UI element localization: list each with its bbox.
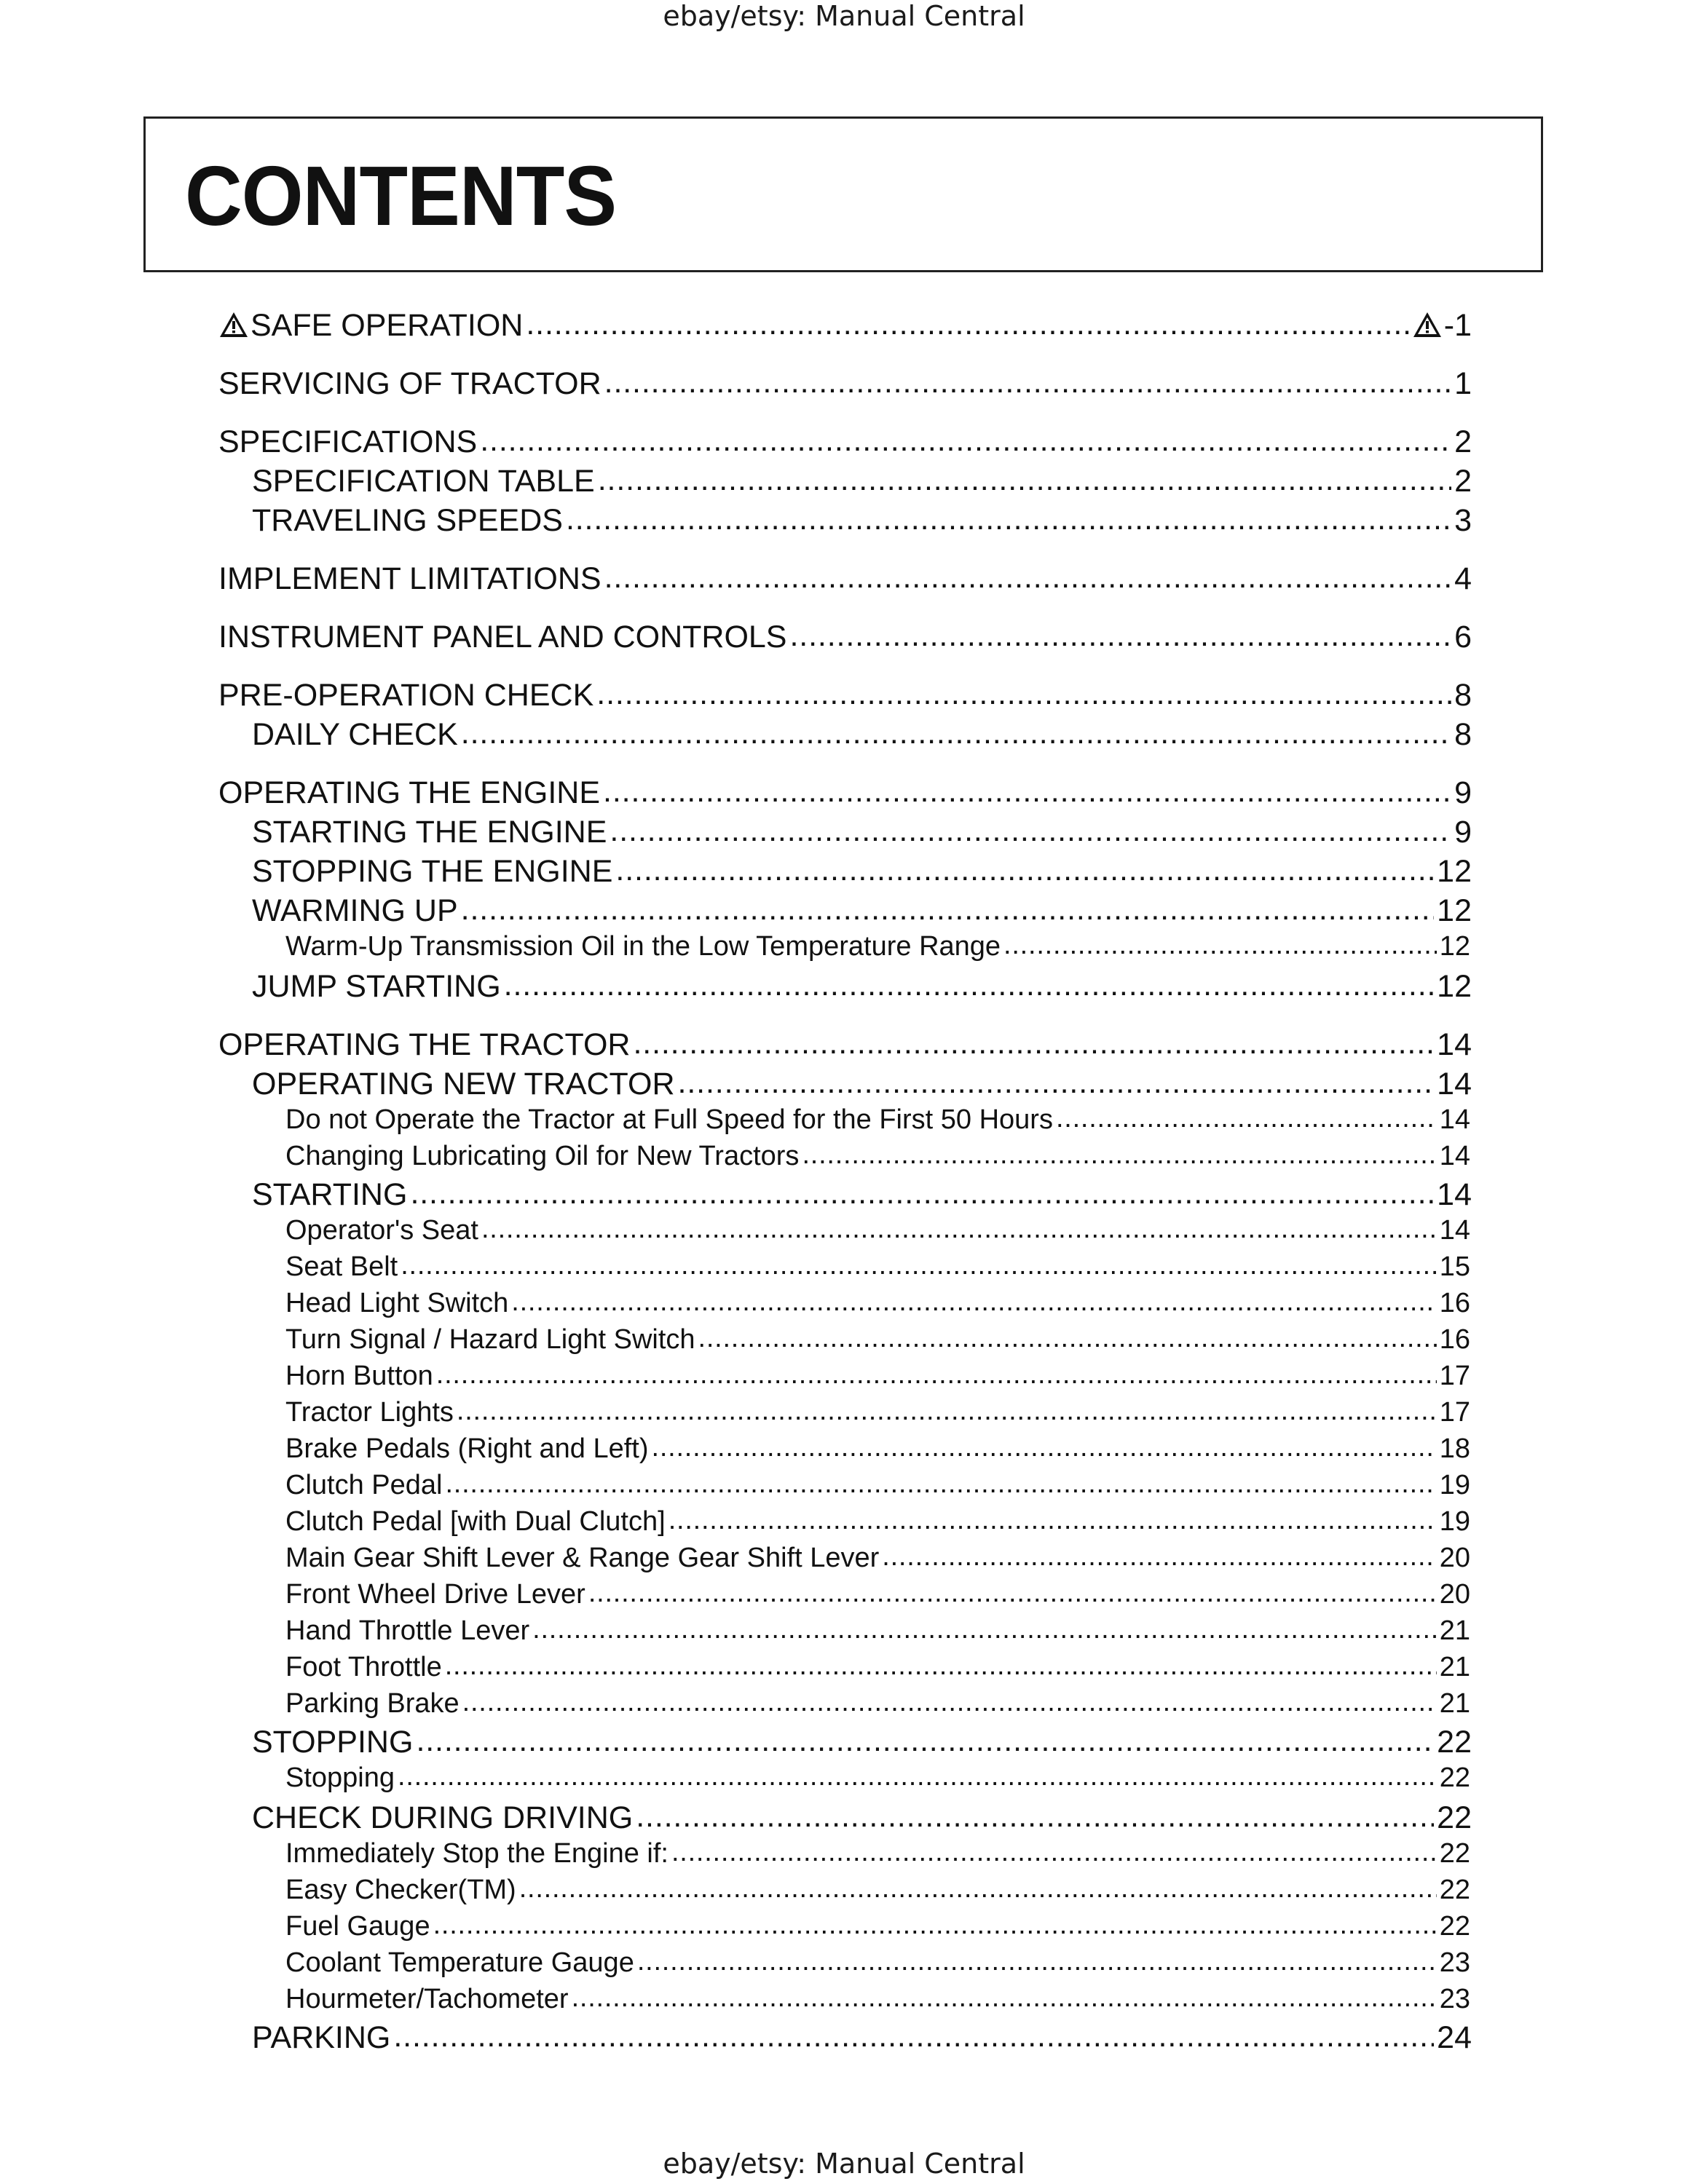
toc-entry-page — [1440, 1324, 1470, 1356]
toc-entry-page — [1437, 893, 1472, 929]
toc-entry-label-text: Clutch Pedal — [285, 1470, 443, 1500]
toc-entry[interactable] — [218, 616, 1472, 655]
warning-triangle-icon — [218, 311, 249, 339]
toc-dot-leader — [566, 499, 1451, 531]
toc-dot-leader — [572, 1980, 1437, 2008]
toc-entry-page — [1440, 1361, 1470, 1392]
toc-entry-label-text: Seat Belt — [285, 1251, 398, 1282]
toc-entry-page-number: 8 — [1454, 678, 1472, 713]
toc-entry[interactable] — [285, 1321, 1470, 1356]
toc-entry-page-number: 22 — [1437, 1725, 1472, 1760]
toc-entry-page — [1440, 1397, 1470, 1428]
toc-entry-page-number: 17 — [1439, 1361, 1470, 1391]
toc-entry-page-number: 2 — [1454, 424, 1472, 459]
toc-entry-page — [1437, 2020, 1472, 2056]
toc-entry-page — [1437, 854, 1472, 890]
toc-entry-page-number: 23 — [1439, 1984, 1470, 2014]
toc-entry[interactable] — [285, 927, 1470, 962]
toc-entry-label — [252, 969, 501, 1005]
toc-entry-label — [252, 815, 607, 850]
toc-entry-page-number: 9 — [1454, 815, 1472, 850]
toc-entry-label-text: OPERATING THE TRACTOR — [218, 1027, 631, 1062]
toc-entry-label-text: Hourmeter/Tachometer — [285, 1984, 569, 2014]
toc-entry-label — [285, 1543, 879, 1574]
toc-entry[interactable] — [218, 363, 1472, 402]
toc-entry-page-number: 22 — [1439, 1875, 1470, 1905]
toc-dot-leader — [588, 1575, 1437, 1603]
toc-dot-leader — [410, 1174, 1434, 1205]
toc-entry-page — [1440, 1433, 1470, 1465]
toc-entry-page-number: 18 — [1439, 1433, 1470, 1464]
toc-entry-label — [285, 1288, 508, 1319]
toc-entry-page-number: 1 — [1454, 366, 1472, 401]
toc-entry[interactable] — [252, 811, 1472, 850]
toc-entry-page-number: 12 — [1437, 854, 1472, 889]
toc-dot-leader — [596, 674, 1451, 705]
toc-entry-label — [285, 1506, 666, 1538]
toc-entry-label — [285, 1984, 569, 2015]
toc-entry-page-number: 12 — [1439, 931, 1470, 962]
toc-entry-page-number: 4 — [1454, 561, 1472, 596]
toc-entry-label — [252, 1800, 633, 1836]
toc-entry-label-text: Warm-Up Transmission Oil in the Low Temperature Range — [285, 931, 1001, 962]
toc-entry-page — [1437, 1800, 1472, 1836]
toc-entry[interactable] — [285, 1284, 1470, 1319]
toc-entry-page — [1454, 561, 1472, 597]
toc-entry-page — [1440, 1984, 1470, 2015]
toc-entry[interactable] — [252, 499, 1472, 539]
toc-dot-leader — [401, 1248, 1437, 1275]
toc-entry-page-number: 2 — [1454, 464, 1472, 499]
toc-entry-label-text: INSTRUMENT PANEL AND CONTROLS — [218, 620, 787, 654]
toc-entry-label — [285, 1361, 433, 1392]
toc-entry-page — [1454, 678, 1472, 713]
toc-entry-label-text: PARKING — [252, 2020, 391, 2055]
toc-dot-leader — [790, 616, 1452, 647]
toc-entry[interactable] — [218, 674, 1472, 713]
toc-entry-label-text: SPECIFICATIONS — [218, 424, 478, 459]
toc-dot-leader — [610, 811, 1451, 842]
toc-dot-leader — [698, 1321, 1437, 1348]
toc-entry-label — [285, 1433, 649, 1465]
toc-dot-leader — [457, 1393, 1437, 1421]
toc-entry-label — [218, 308, 523, 344]
toc-entry-page-number: 16 — [1439, 1324, 1470, 1355]
toc-entry-label — [252, 464, 595, 499]
toc-entry[interactable] — [285, 1539, 1470, 1574]
toc-dot-leader — [445, 1648, 1437, 1676]
toc-dot-leader — [511, 1284, 1436, 1312]
watermark-bottom: ebay/etsy: Manual Central — [663, 2148, 1025, 2180]
toc-entry-label-text: STARTING — [252, 1177, 408, 1212]
page-title: CONTENTS — [185, 149, 617, 243]
toc-entry[interactable] — [285, 1430, 1470, 1465]
toc-entry-page-number: 14 — [1439, 1215, 1470, 1246]
toc-entry-label — [285, 1141, 799, 1172]
toc-entry[interactable] — [252, 2017, 1472, 2056]
toc-entry-label — [285, 1838, 669, 1870]
toc-entry[interactable] — [218, 772, 1472, 811]
toc-entry-label-text: STARTING THE ENGINE — [252, 815, 607, 850]
toc-entry-label-text: Do not Operate the Tractor at Full Speed for the First 50 Hours — [285, 1104, 1053, 1135]
toc-entry-page — [1437, 1027, 1472, 1063]
toc-entry-label — [218, 1027, 630, 1063]
toc-entry-page — [1440, 1911, 1470, 1942]
toc-entry[interactable] — [285, 1944, 1470, 1979]
toc-entry[interactable] — [252, 1797, 1472, 1836]
toc-entry-label-text: SERVICING OF TRACTOR — [218, 366, 602, 401]
toc-entry-page-number: 16 — [1439, 1288, 1470, 1318]
toc-entry-page-number: 20 — [1439, 1579, 1470, 1610]
toc-dot-leader — [436, 1357, 1437, 1385]
toc-entry[interactable] — [218, 558, 1472, 597]
toc-entry-page — [1454, 464, 1472, 499]
toc-entry-label — [252, 2020, 390, 2056]
toc-entry-label — [285, 1762, 395, 1794]
toc-dot-leader — [678, 1063, 1435, 1094]
toc-entry-page-number: 17 — [1439, 1397, 1470, 1428]
toc-entry-page-number: 15 — [1439, 1251, 1470, 1282]
toc-entry-label-text: Front Wheel Drive Lever — [285, 1579, 585, 1610]
toc-entry-label-text: Turn Signal / Hazard Light Switch — [285, 1324, 695, 1355]
toc-entry-label — [285, 1104, 1053, 1136]
toc-dot-leader — [445, 1466, 1436, 1494]
toc-entry-page-number: 22 — [1439, 1762, 1470, 1793]
toc-dot-leader — [604, 363, 1451, 394]
toc-entry-page — [1454, 717, 1472, 753]
toc-entry-label-text: DAILY CHECK — [252, 717, 458, 752]
toc-entry-label — [285, 1579, 585, 1610]
toc-entry-label — [285, 1947, 634, 1979]
toc-entry-label — [252, 1725, 413, 1760]
toc-entry-label-text: Stopping — [285, 1762, 395, 1793]
toc-entry[interactable] — [252, 460, 1472, 499]
toc-entry[interactable] — [252, 1174, 1472, 1213]
toc-entry[interactable] — [285, 1466, 1470, 1501]
toc-entry[interactable] — [252, 713, 1472, 753]
toc-entry-page-number: -1 — [1443, 308, 1472, 343]
toc-entry-label-text: TRAVELING SPEEDS — [252, 503, 563, 538]
toc-entry-page — [1440, 1615, 1470, 1647]
toc-dot-leader — [480, 421, 1451, 452]
toc-entry-page — [1440, 1506, 1470, 1538]
toc-dot-leader — [671, 1835, 1437, 1862]
toc-entry[interactable] — [252, 1063, 1472, 1102]
toc-entry-label-text: Changing Lubricating Oil for New Tractors — [285, 1141, 800, 1171]
toc-entry-label — [285, 1251, 398, 1283]
toc-dot-leader — [604, 558, 1451, 589]
toc-entry-label — [252, 893, 458, 929]
toc-entry-label — [285, 931, 1001, 962]
toc-entry-label-text: PRE-OPERATION CHECK — [218, 678, 594, 713]
toc-entry-page — [1440, 1470, 1470, 1501]
toc-entry-page — [1437, 1177, 1472, 1213]
toc-entry-label-text: Hand Throttle Lever — [285, 1615, 530, 1646]
toc-entry[interactable] — [218, 304, 1472, 344]
toc-entry-label-text: Main Gear Shift Lever & Range Gear Shift Lever — [285, 1543, 880, 1573]
toc-dot-leader — [461, 890, 1434, 921]
toc-dot-leader — [526, 304, 1408, 336]
toc-dot-leader — [481, 1211, 1437, 1239]
toc-entry-label-text: Tractor Lights — [285, 1397, 454, 1428]
toc-entry-label — [285, 1911, 430, 1942]
toc-entry[interactable] — [285, 1685, 1470, 1720]
toc-entry-label — [252, 854, 612, 890]
toc-entry-page — [1440, 931, 1470, 962]
toc-entry-label — [218, 366, 602, 402]
toc-entry-page-number: 19 — [1439, 1506, 1470, 1537]
toc-entry-label — [285, 1652, 442, 1683]
toc-entry-page — [1440, 1762, 1470, 1794]
toc-entry-page-number: 21 — [1439, 1652, 1470, 1682]
toc-entry[interactable] — [285, 1575, 1470, 1610]
toc-entry-page-number: 22 — [1439, 1838, 1470, 1869]
toc-entry[interactable] — [285, 1503, 1470, 1538]
toc-entry-page — [1437, 1067, 1472, 1102]
toc-dot-leader — [802, 1137, 1436, 1165]
toc-entry-page-number: 21 — [1439, 1615, 1470, 1646]
toc-entry-page-number: 14 — [1437, 1027, 1472, 1062]
toc-entry-page-number: 14 — [1439, 1141, 1470, 1171]
toc-entry-label-text: Parking Brake — [285, 1688, 460, 1719]
toc-dot-leader — [1003, 927, 1437, 955]
toc-entry[interactable] — [285, 1101, 1470, 1136]
toc-entry-label-text: Immediately Stop the Engine if: — [285, 1838, 669, 1869]
toc-entry[interactable] — [285, 1248, 1470, 1283]
toc-entry-label — [218, 561, 602, 597]
toc-entry[interactable] — [285, 1612, 1470, 1647]
toc-entry-page — [1440, 1838, 1470, 1870]
toc-entry-label — [252, 503, 563, 539]
toc-entry-page — [1440, 1579, 1470, 1610]
toc-entry-page — [1454, 775, 1472, 811]
toc-dot-leader — [393, 2017, 1434, 2048]
toc-entry-label-text: Foot Throttle — [285, 1652, 442, 1682]
toc-entry-page-number: 23 — [1439, 1947, 1470, 1978]
title-box — [143, 116, 1543, 272]
toc-entry[interactable] — [285, 1648, 1470, 1683]
toc-entry-page — [1440, 1947, 1470, 1979]
toc-entry[interactable] — [252, 1721, 1472, 1760]
toc-dot-leader — [882, 1539, 1436, 1567]
toc-entry[interactable] — [285, 1980, 1470, 2015]
toc-entry-label-text: Head Light Switch — [285, 1288, 509, 1318]
toc-dot-leader — [504, 965, 1435, 997]
toc-entry-page-number: 14 — [1437, 1067, 1472, 1101]
toc-dot-leader — [519, 1871, 1437, 1899]
toc-entry[interactable] — [252, 850, 1472, 890]
toc-entry-label-text: Brake Pedals (Right and Left) — [285, 1433, 649, 1464]
warning-triangle-icon — [1412, 311, 1443, 339]
toc-entry[interactable] — [252, 965, 1472, 1005]
toc-entry-label — [285, 1688, 460, 1720]
toc-entry-page-number: 21 — [1439, 1688, 1470, 1719]
toc-entry-page — [1440, 1251, 1470, 1283]
toc-dot-leader — [462, 1685, 1437, 1712]
toc-entry-page-number: 12 — [1437, 893, 1472, 928]
toc-entry-page-number: 14 — [1439, 1104, 1470, 1135]
toc-entry-label — [285, 1615, 529, 1647]
toc-dot-leader — [669, 1503, 1437, 1530]
toc-entry-label — [218, 678, 593, 713]
toc-dot-leader — [416, 1721, 1434, 1752]
toc-entry-label-text: JUMP STARTING — [252, 969, 501, 1004]
toc-entry-label-text: CHECK DURING DRIVING — [252, 1800, 634, 1835]
toc-entry-label-text: OPERATING NEW TRACTOR — [252, 1067, 675, 1101]
toc-entry-page-number: 9 — [1454, 775, 1472, 810]
toc-dot-leader — [1056, 1101, 1437, 1128]
toc-dot-leader — [652, 1430, 1437, 1457]
toc-entry-page — [1440, 1215, 1470, 1246]
toc-entry[interactable] — [285, 1907, 1470, 1942]
toc-entry-label — [285, 1875, 516, 1906]
toc-entry-page — [1437, 1725, 1472, 1760]
toc-entry-page — [1440, 1141, 1470, 1172]
toc-entry-page-number: 20 — [1439, 1543, 1470, 1573]
toc-entry[interactable] — [285, 1137, 1470, 1172]
toc-entry-label-text: Fuel Gauge — [285, 1911, 430, 1942]
toc-dot-leader — [461, 713, 1451, 745]
toc-entry-label-text: Coolant Temperature Gauge — [285, 1947, 634, 1978]
toc-entry-page-number: 8 — [1454, 717, 1472, 752]
toc-entry-page — [1454, 503, 1472, 539]
toc-entry-label — [252, 1177, 407, 1213]
watermark-top: ebay/etsy: Manual Central — [663, 0, 1025, 32]
toc-entry-label-text: IMPLEMENT LIMITATIONS — [218, 561, 602, 596]
toc-entry-label-text: OPERATING THE ENGINE — [218, 775, 601, 810]
toc-entry-page — [1437, 969, 1472, 1005]
toc-entry-label — [285, 1470, 442, 1501]
toc-entry-page-number: 24 — [1437, 2020, 1472, 2055]
toc-entry[interactable] — [218, 421, 1472, 460]
toc-entry-label-text: WARMING UP — [252, 893, 458, 928]
toc-entry[interactable] — [285, 1357, 1470, 1392]
toc-dot-leader — [615, 850, 1434, 882]
toc-entry-label — [285, 1324, 695, 1356]
toc-entry-page — [1440, 1875, 1470, 1906]
toc-entry[interactable] — [218, 1024, 1472, 1063]
toc-dot-leader — [636, 1797, 1434, 1828]
toc-entry-label-text: STOPPING — [252, 1725, 414, 1760]
toc-entry-page-number: 19 — [1439, 1470, 1470, 1500]
toc-entry[interactable] — [285, 1835, 1470, 1870]
toc-entry-page — [1454, 620, 1472, 655]
toc-entry-page — [1454, 815, 1472, 850]
toc-entry-page-number: 22 — [1437, 1800, 1472, 1835]
toc-entry-label — [218, 620, 787, 655]
toc-dot-leader — [633, 1024, 1434, 1055]
toc-entry-page — [1440, 1288, 1470, 1319]
toc-entry[interactable] — [285, 1393, 1470, 1428]
toc-entry-label — [218, 775, 600, 811]
toc-entry[interactable] — [252, 890, 1472, 929]
toc-entry-page-number: 6 — [1454, 620, 1472, 654]
toc-entry[interactable] — [285, 1759, 1470, 1794]
toc-entry-page — [1440, 1652, 1470, 1683]
toc-entry-label-text: STOPPING THE ENGINE — [252, 854, 613, 889]
toc-entry-page-number: 3 — [1454, 503, 1472, 538]
toc-entry-label-text: Clutch Pedal [with Dual Clutch] — [285, 1506, 666, 1537]
toc-entry-label-text: SAFE OPERATION — [251, 308, 524, 343]
toc-entry-page-number: 22 — [1439, 1911, 1470, 1942]
toc-entry-label — [218, 424, 477, 460]
toc-entry-page — [1440, 1543, 1470, 1574]
toc-entry-label — [285, 1397, 454, 1428]
toc-dot-leader — [598, 460, 1451, 491]
toc-entry-label-text: Operator's Seat — [285, 1215, 478, 1246]
toc-entry-page-number: 14 — [1437, 1177, 1472, 1212]
toc-entry-page — [1454, 424, 1472, 460]
toc-entry-page-number: 12 — [1437, 969, 1472, 1004]
toc-entry-page — [1412, 308, 1472, 344]
toc-entry-label — [285, 1215, 478, 1246]
toc-dot-leader — [398, 1759, 1437, 1787]
toc-entry-page — [1440, 1688, 1470, 1720]
toc-dot-leader — [637, 1944, 1437, 1971]
toc-entry-label — [252, 1067, 675, 1102]
toc-entry-page — [1454, 366, 1472, 402]
toc-dot-leader — [433, 1907, 1437, 1935]
toc-entry[interactable] — [285, 1871, 1470, 1906]
toc-entry-label-text: Easy Checker(TM) — [285, 1875, 516, 1905]
toc-entry[interactable] — [285, 1211, 1470, 1246]
toc-dot-leader — [532, 1612, 1437, 1639]
toc-entry-page — [1440, 1104, 1470, 1136]
toc-dot-leader — [603, 772, 1451, 803]
toc-entry-label — [252, 717, 458, 753]
toc-entry-label-text: Horn Button — [285, 1361, 433, 1391]
toc-entry-label-text: SPECIFICATION TABLE — [252, 464, 595, 499]
